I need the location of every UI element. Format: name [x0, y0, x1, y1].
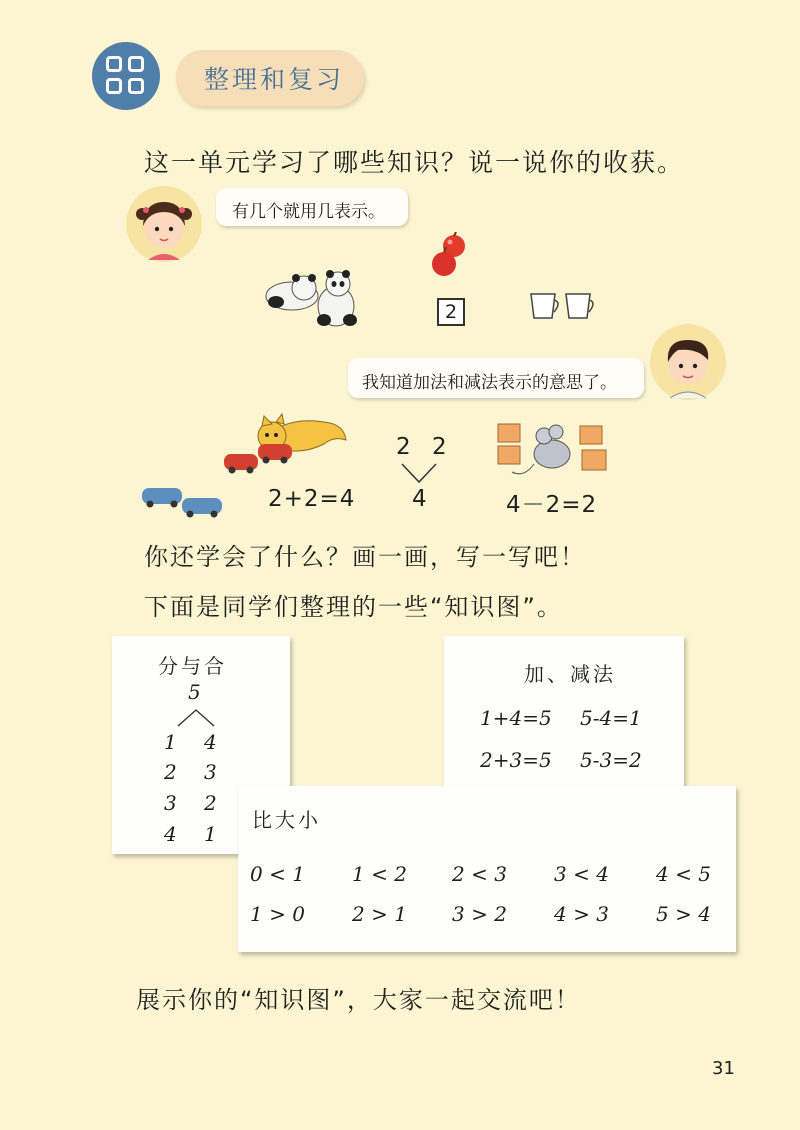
- compare-item: 5 > 4: [656, 902, 711, 926]
- compare-item: 4 > 3: [554, 902, 609, 926]
- apples-illustration: [430, 232, 474, 280]
- addsub-card-title: 加、减法: [524, 662, 616, 686]
- compare-item: 0 < 1: [250, 862, 305, 886]
- section-title: 整理和复习: [204, 65, 345, 94]
- split-right-part: 2: [432, 434, 448, 460]
- addition-equation: 2+2=4: [268, 486, 356, 512]
- cups-illustration: [528, 290, 602, 324]
- compare-item: 2 < 3: [452, 862, 507, 886]
- split-row-left: 4: [164, 822, 177, 846]
- split-card-title: 分与合: [158, 654, 227, 678]
- split-lines: [396, 460, 442, 486]
- split-row-right: 3: [204, 760, 217, 784]
- compare-item: 1 < 2: [352, 862, 407, 886]
- compare-item: 3 > 2: [452, 902, 507, 926]
- page-number: 31: [712, 1058, 735, 1079]
- speech-text-girl: 有几个就用几表示。: [232, 202, 385, 222]
- question-4: 展示你的“知识图”，大家一起交流吧！: [136, 986, 581, 1014]
- number-box: 2: [437, 298, 465, 326]
- split-left-part: 2: [396, 434, 412, 460]
- subtraction-equation: 4－2=2: [506, 492, 598, 518]
- compare-item: 2 > 1: [352, 902, 407, 926]
- compare-item: 4 < 5: [656, 862, 711, 886]
- split-row-left: 3: [164, 791, 177, 815]
- addsub-equation: 1+4=5: [480, 706, 552, 730]
- boy-avatar: [648, 322, 728, 402]
- mouse-cheese-illustration: [494, 420, 614, 486]
- addsub-equation: 5-3=2: [580, 748, 642, 772]
- split-row-left: 1: [164, 730, 177, 754]
- section-icon: [92, 42, 160, 110]
- compare-item: 3 < 4: [554, 862, 609, 886]
- compare-item: 1 > 0: [250, 902, 305, 926]
- split-row-right: 1: [204, 822, 217, 846]
- speech-bubble-girl: [216, 188, 408, 226]
- girl-avatar: [124, 184, 204, 264]
- split-row-right: 2: [204, 791, 217, 815]
- cat-cars-illustration: [214, 410, 354, 482]
- split-row-right: 4: [204, 730, 217, 754]
- question-3: 下面是同学们整理的一些“知识图”。: [144, 593, 563, 621]
- compare-card-title: 比大小: [252, 808, 321, 832]
- split-card-lines: [174, 706, 218, 728]
- blue-cars-illustration: [138, 484, 230, 524]
- split-card-top: 5: [188, 680, 201, 704]
- speech-text-boy: 我知道加法和减法表示的意思了。: [362, 373, 617, 393]
- question-2: 你还学会了什么？画一画，写一写吧！: [144, 543, 586, 571]
- section-title-tag: [176, 50, 364, 106]
- compare-card: [238, 786, 736, 952]
- split-row-left: 2: [164, 760, 177, 784]
- split-whole: 4: [412, 486, 428, 512]
- question-1: 这一单元学习了哪些知识？说一说你的收获。: [144, 148, 685, 177]
- speech-bubble-boy: [348, 358, 644, 398]
- pandas-illustration: [262, 266, 362, 330]
- addsub-equation: 2+3=5: [480, 748, 552, 772]
- addsub-equation: 5-4=1: [580, 706, 642, 730]
